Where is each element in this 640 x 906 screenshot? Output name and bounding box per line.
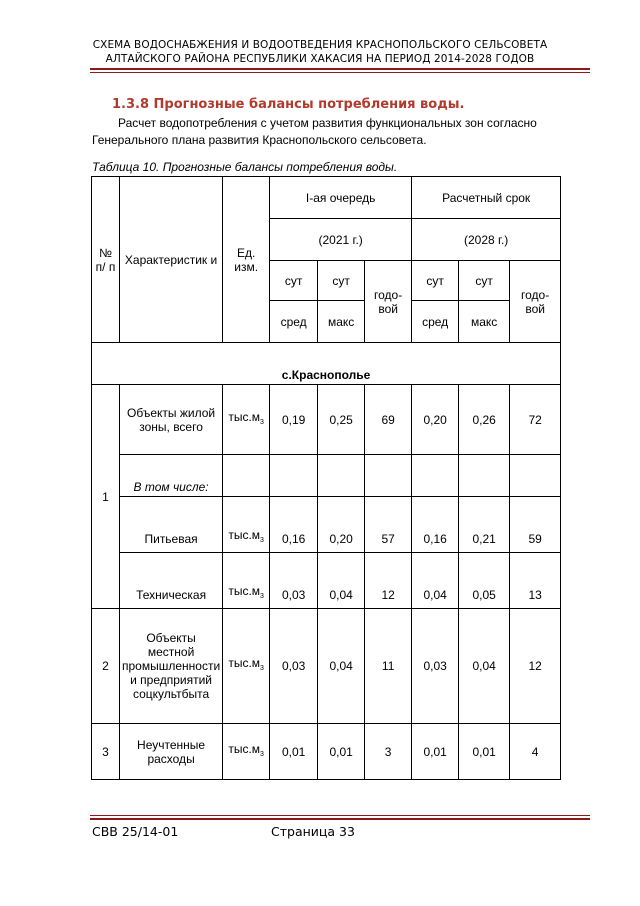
row-1-v5: 0,26 (459, 385, 510, 455)
row-3-v2: 0,01 (318, 724, 365, 780)
header-line-2: АЛТАЙСКОГО РАЙОНА РЕСПУБЛИКИ ХАКАСИЯ НА ПЕРИОД 2014-2028 ГОДОВ (105, 53, 535, 65)
header-stage1-year: (2021 г.) (270, 219, 412, 261)
row-1-v4: 0,20 (412, 385, 459, 455)
header-yearly-1: годо-вой (365, 261, 412, 343)
row-drinking-unit: $тыс.м_3$ (223, 497, 270, 553)
row-drinking-v5: 0,21 (459, 497, 510, 553)
row-3-v5: 0,01 (459, 724, 510, 780)
sub-label-empty-4 (412, 455, 459, 497)
footer-doc-code: СВВ 25/14-01 (92, 824, 179, 839)
paragraph-line-1: Расчет водопотребления с учетом развития функциональных зон согласно (118, 116, 537, 130)
row-technical-v2: 0,04 (318, 553, 365, 609)
header-sred-2: сред (412, 301, 459, 343)
footer-page-number: Страница 33 (271, 824, 355, 839)
header-rule-thin (90, 72, 590, 73)
header-sut-4: сут (459, 261, 510, 301)
document-header (0, 38, 640, 66)
header-num: № п/ п (92, 177, 120, 343)
row-1-v6: 72 (510, 385, 561, 455)
sub-label-empty-5 (459, 455, 510, 497)
header-maks-1: макс (318, 301, 365, 343)
row-1-v1: 0,19 (270, 385, 318, 455)
row-2-unit: $тыс.м_3$ (223, 609, 270, 724)
row-2-name: Объекты местной промышленности и предприятий соцкультбыта (120, 609, 223, 724)
footer-rule-thin (90, 815, 590, 816)
row-3-v6: 4 (510, 724, 561, 780)
header-unit: Ед. изм. (223, 177, 270, 343)
row-technical-v4: 0,04 (412, 553, 459, 609)
row-drinking-v3: 57 (365, 497, 412, 553)
row-1-num: 1 (92, 385, 120, 609)
row-technical-v6: 13 (510, 553, 561, 609)
row-technical-name: Техническая (120, 553, 223, 609)
header-sred-1: сред (270, 301, 318, 343)
row-drinking-v2: 0,20 (318, 497, 365, 553)
row-technical-v3: 12 (365, 553, 412, 609)
row-drinking-v6: 59 (510, 497, 561, 553)
row-2-v4: 0,03 (412, 609, 459, 724)
row-3-v3: 3 (365, 724, 412, 780)
header-sut-3: сут (412, 261, 459, 301)
row-technical-v5: 0,05 (459, 553, 510, 609)
row-drinking-v4: 0,16 (412, 497, 459, 553)
header-maks-2: макс (459, 301, 510, 343)
row-drinking-name: Питьевая (120, 497, 223, 553)
header-stage2: Расчетный срок (412, 177, 561, 219)
section-title: 1.3.8 Прогнозные балансы потребления воды. (112, 97, 465, 112)
header-line-1: СХЕМА ВОДОСНАБЖЕНИЯ И ВОДООТВЕДЕНИЯ КРАСНОПОЛЬСКОГО СЕЛЬСОВЕТА (92, 39, 548, 51)
row-1-v2: 0,25 (318, 385, 365, 455)
header-stage2-year: (2028 г.) (412, 219, 561, 261)
row-drinking-v1: 0,16 (270, 497, 318, 553)
water-balance-table (91, 176, 561, 780)
locality-row: с.Краснополье (92, 343, 561, 385)
row-2-v6: 12 (510, 609, 561, 724)
row-2-v2: 0,04 (318, 609, 365, 724)
row-1-unit: $тыс.м_3$ (223, 385, 270, 455)
paragraph-line-2: Генерального плана развития Краснопольского сельсовета. (92, 133, 427, 147)
header-sut-2: сут (318, 261, 365, 301)
row-3-unit: $тыс.м_3$ (223, 724, 270, 780)
row-3-v4: 0,01 (412, 724, 459, 780)
header-characteristic: Характеристик и (120, 177, 223, 343)
sub-label-empty-1 (270, 455, 318, 497)
header-rule-thick (90, 68, 590, 70)
header-yearly-2: годо-вой (510, 261, 561, 343)
row-1-name: Объекты жилой зоны, всего (120, 385, 223, 455)
row-technical-unit: $тыс.м_3$ (223, 553, 270, 609)
header-sut-1: сут (270, 261, 318, 301)
row-3-v1: 0,01 (270, 724, 318, 780)
sub-label-empty-2 (318, 455, 365, 497)
table-caption: Таблица 10. Прогнозные балансы потребления воды. (92, 160, 398, 174)
sub-label: В том числе: (120, 455, 223, 497)
sub-label-empty-unit (223, 455, 270, 497)
sub-label-empty-6 (510, 455, 561, 497)
row-2-v5: 0,04 (459, 609, 510, 724)
header-stage1: I-ая очередь (270, 177, 412, 219)
footer-rule-thick (90, 818, 590, 820)
row-2-v3: 11 (365, 609, 412, 724)
row-2-num: 2 (92, 609, 120, 724)
row-technical-v1: 0,03 (270, 553, 318, 609)
row-1-v3: 69 (365, 385, 412, 455)
row-3-num: 3 (92, 724, 120, 780)
row-3-name: Неучтенные расходы (120, 724, 223, 780)
sub-label-empty-3 (365, 455, 412, 497)
row-2-v1: 0,03 (270, 609, 318, 724)
